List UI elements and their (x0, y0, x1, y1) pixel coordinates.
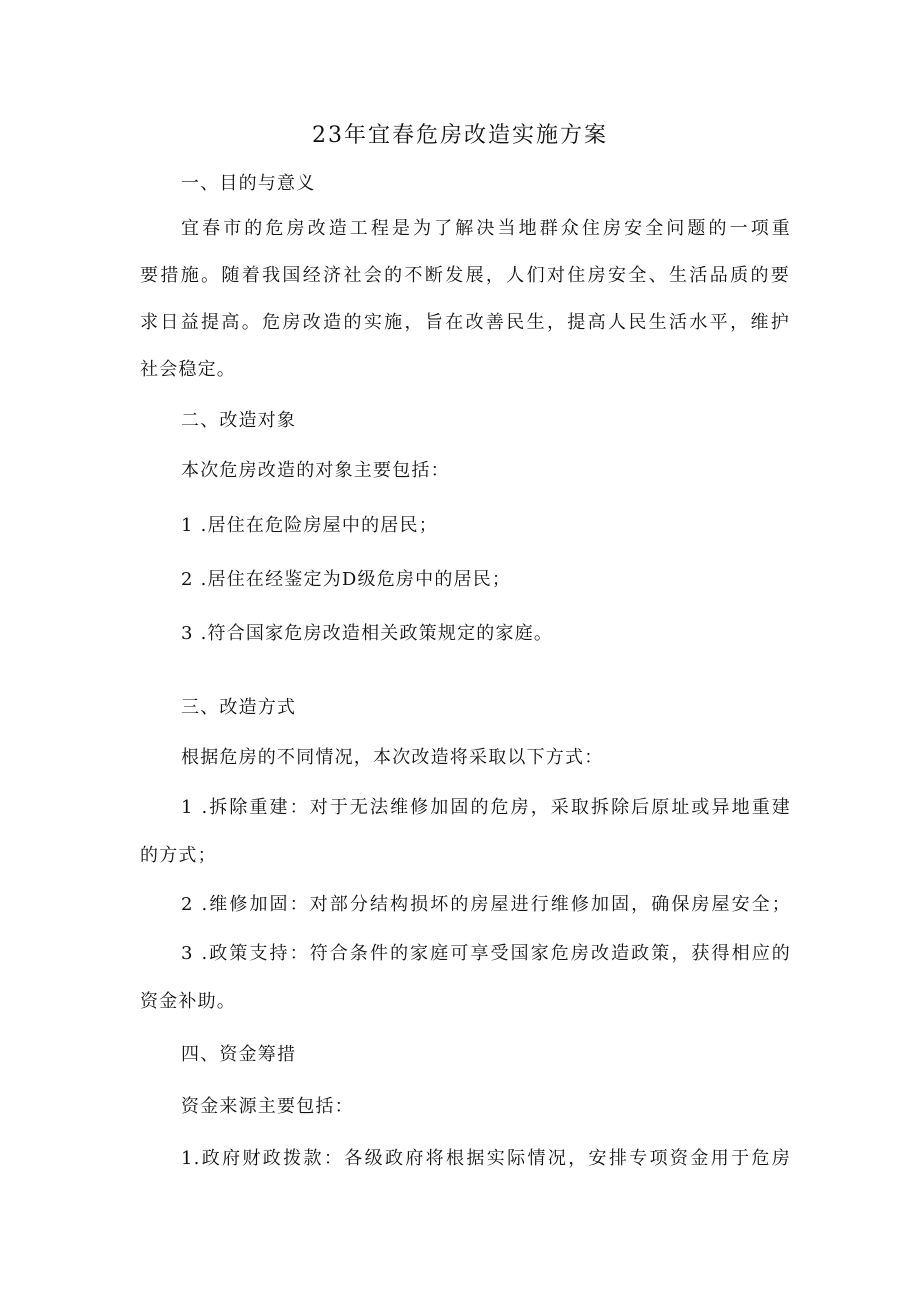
list-item: 2 .居住在经鉴定为D级危房中的居民； (181, 569, 512, 590)
section-heading-funding: 四、资金筹措 (181, 1044, 297, 1065)
paragraph-line: 资金来源主要包括： (181, 1096, 354, 1117)
paragraph-line: 社会稳定。 (140, 359, 236, 380)
list-item: 2 .维修加固：对部分结构损坏的房屋进行维修加固，确保房屋安全； (181, 894, 791, 915)
paragraph-line: 根据危房的不同情况，本次改造将采取以下方式： (181, 747, 604, 768)
section-heading-methods: 三、改造方式 (181, 697, 297, 718)
list-item-continuation: 的方式； (140, 845, 217, 866)
paragraph-line: 要措施。随着我国经济社会的不断发展，人们对住房安全、生活品质的要 (140, 265, 790, 286)
document-title: 23年宜春危房改造实施方案 (312, 123, 608, 148)
list-item-continuation: 资金补助。 (140, 991, 236, 1012)
paragraph-line: 本次危房改造的对象主要包括： (181, 460, 450, 481)
section-heading-targets: 二、改造对象 (181, 410, 297, 431)
list-item: 1.政府财政拨款：各级政府将根据实际情况，安排专项资金用于危房 (181, 1148, 791, 1169)
paragraph-line: 宜春市的危房改造工程是为了解决当地群众住房安全问题的一项重 (181, 218, 791, 239)
list-item: 1 .拆除重建：对于无法维修加固的危房，采取拆除后原址或异地重建 (181, 797, 791, 818)
section-heading-purpose: 一、目的与意义 (181, 173, 316, 194)
paragraph-line: 求日益提高。危房改造的实施，旨在改善民生，提高人民生活水平，维护 (140, 312, 790, 333)
list-item: 3 .政策支持：符合条件的家庭可享受国家危房改造政策，获得相应的 (181, 943, 791, 964)
list-item: 3 .符合国家危房改造相关政策规定的家庭。 (181, 623, 554, 644)
list-item: 1 .居住在危险房屋中的居民； (181, 515, 438, 536)
